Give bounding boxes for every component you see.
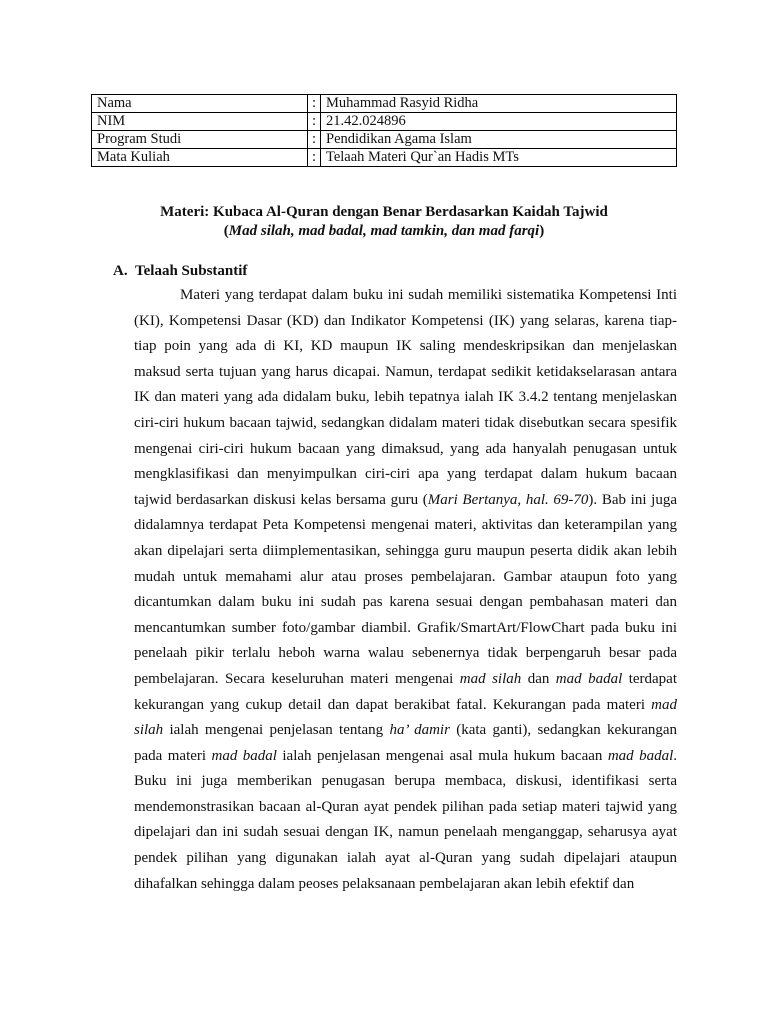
subtitle-close-paren: ) [539, 223, 545, 239]
info-label: Mata Kuliah [92, 149, 308, 167]
subtitle-text: Mad silah, mad badal, mad tamkin, dan mad farqi [228, 223, 540, 239]
document-title: Materi: Kubaca Al-Quran dengan Benar Berdasarkan Kaidah Tajwid [160, 204, 608, 220]
paragraph-text: Materi yang terdapat dalam buku ini sudah memiliki sistematika Kompetensi Inti (KI), Kompetensi Dasar (KD) dan Indikator Kompetensi (IK) yang selaras, karena tiap-tiap poin yang ada di KI, KD maupun IK saling mendeskripsikan dan menjelaskan maksud serta tujuan yang harus dicapai. Namun, terdapat sedikit ketidakselarasan antara IK dan materi yang ada didalam buku, lebih tepatnya ialah IK 3.4.2 tentang menjelaskan ciri-ciri hukum bacaan tajwid, sedangkan didalam materi tidak disebutkan secara spesifik mengenai ciri-ciri hukum bacaan yang dimaksud, yang ada hanyalah penugasan untuk mengklasifikasi dan menyimpulkan ciri-ciri apa yang terdapat dalam hukum bacaan tajwid berdasarkan diskusi kelas bersama guru ( [134, 287, 677, 508]
subtitle-open-paren: ( [223, 223, 229, 239]
term-italic: ha’ damir [389, 722, 450, 739]
section-title: Telaah Substantif [135, 263, 248, 279]
info-label: Nama [92, 95, 308, 113]
info-label: NIM [92, 113, 308, 131]
info-separator: : [308, 149, 321, 167]
table-row [92, 95, 677, 113]
info-separator: : [308, 131, 321, 149]
info-value: Muhammad Rasyid Ridha [321, 95, 677, 113]
info-value: Telaah Materi Qur`an Hadis MTs [321, 149, 677, 167]
paragraph-text: ). Bab ini juga didalamnya terdapat Peta Kompetensi mengenai materi, aktivitas dan keterampilan yang akan dipelajari serta diimplementasikan, sehingga guru maupun peserta didik akan lebih mudah untuk memahami alur atau proses pembelajaran. Gambar ataupun foto yang dicantumkan dalam buku ini sudah pas karena sesuai dengan pembahasan materi dan mencantumkan sumber foto/gambar diambil. Grafik/SmartArt/FlowChart pada buku ini penelaah pikir terlalu heboh warna walau sebenernya tidak berpengaruh besar pada pembelajaran. Secara keseluruhan materi mengenai [134, 491, 677, 687]
table-row [92, 113, 677, 131]
body-paragraph [134, 283, 677, 897]
paragraph-text: ialah mengenai penjelasan tentang [163, 722, 390, 739]
document-subtitle [0, 222, 768, 241]
student-info-table [91, 94, 677, 167]
term-italic: mad badal [555, 670, 623, 687]
info-label: Program Studi [92, 131, 308, 149]
paragraph-text: ialah penjelasan mengenai asal mula hukum bacaan [276, 747, 608, 764]
info-separator: : [308, 113, 321, 131]
paragraph-text: (kata ganti), sedangkan kekurangan pada materi [134, 722, 678, 764]
info-value: Pendidikan Agama Islam [321, 131, 677, 149]
term-italic: mad badal [211, 747, 277, 764]
table-row [92, 149, 677, 167]
info-separator: : [308, 95, 321, 113]
info-value: 21.42.024896 [321, 113, 677, 131]
table-row [92, 131, 677, 149]
section-number: A. [113, 263, 128, 279]
term-italic: mad silah [459, 670, 522, 687]
paragraph-text: dan [521, 670, 556, 687]
term-italic: mad badal [607, 747, 674, 764]
section-heading [113, 262, 247, 281]
paragraph-text: terdapat kekurangan yang cukup detail dan dapat berakibat fatal. Kekurangan pada materi [134, 670, 677, 713]
term-italic: mad silah [134, 696, 677, 739]
paragraph-text: . Buku ini juga memberikan penugasan berupa membaca, diskusi, identifikasi serta mendemonstrasikan bacaan al-Quran ayat pendek pilihan pada setiap materi tajwid yang dipelajari dan ini sudah sesuai dengan IK, namun penelaah menganggap, seharusya ayat pendek pilihan yang digunakan ialah ayat al-Quran yang sudah dipelajari ataupun dihafalkan sehingga dalam peoses pelaksanaan pembelajaran akan lebih efektif dan [134, 747, 678, 892]
reference-citation: Mari Bertanya, hal. 69-70 [427, 491, 589, 508]
